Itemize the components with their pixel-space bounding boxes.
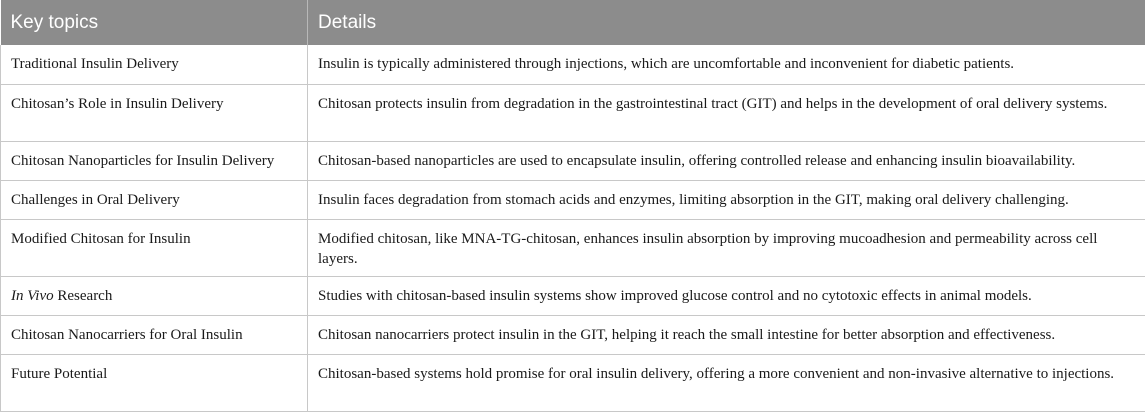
details-cell: Chitosan protects insulin from degradation in the gastrointestinal tract (GIT) and helps in the development of oral delivery systems. [308, 84, 1145, 141]
details-cell: Chitosan nanocarriers protect insulin in the GIT, helping it reach the small intestine for better absorption and effectiveness. [308, 315, 1145, 354]
table-body [1, 45, 1145, 411]
table-row [1, 45, 1145, 84]
topic-cell: Chitosan’s Role in Insulin Delivery [1, 84, 308, 141]
topic-cell: Challenges in Oral Delivery [1, 180, 308, 219]
header-details: Details [308, 0, 1145, 45]
details-cell: Insulin is typically administered through injections, which are uncomfortable and inconvenient for diabetic patients. [308, 45, 1145, 84]
details-cell: Chitosan-based nanoparticles are used to encapsulate insulin, offering controlled release and enhancing insulin bioavailability. [308, 141, 1145, 180]
topic-cell: Chitosan Nanoparticles for Insulin Delivery [1, 141, 308, 180]
table-header [1, 0, 1145, 45]
header-row [1, 0, 1145, 45]
topic-italic-text: In Vivo [11, 287, 54, 304]
table-row [1, 276, 1145, 315]
details-cell: Modified chitosan, like MNA-TG-chitosan, enhances insulin absorption by improving mucoadhesion and permeability across cell layers. [308, 219, 1145, 276]
header-key-topics: Key topics [1, 0, 308, 45]
table-row [1, 141, 1145, 180]
topic-cell: Traditional Insulin Delivery [1, 45, 308, 84]
table-row [1, 315, 1145, 354]
details-cell: Insulin faces degradation from stomach acids and enzymes, limiting absorption in the GIT, making oral delivery challenging. [308, 180, 1145, 219]
details-cell: Studies with chitosan-based insulin systems show improved glucose control and no cytotoxic effects in animal models. [308, 276, 1145, 315]
topic-cell [1, 276, 308, 315]
topic-cell: Chitosan Nanocarriers for Oral Insulin [1, 315, 308, 354]
table-row [1, 354, 1145, 411]
table-row [1, 180, 1145, 219]
details-cell: Chitosan-based systems hold promise for oral insulin delivery, offering a more convenient and non-invasive alternative to injections. [308, 354, 1145, 411]
topic-cell: Future Potential [1, 354, 308, 411]
table-row [1, 219, 1145, 276]
topic-cell: Modified Chitosan for Insulin [1, 219, 308, 276]
topic-text: Research [53, 287, 113, 304]
table-row [1, 84, 1145, 141]
